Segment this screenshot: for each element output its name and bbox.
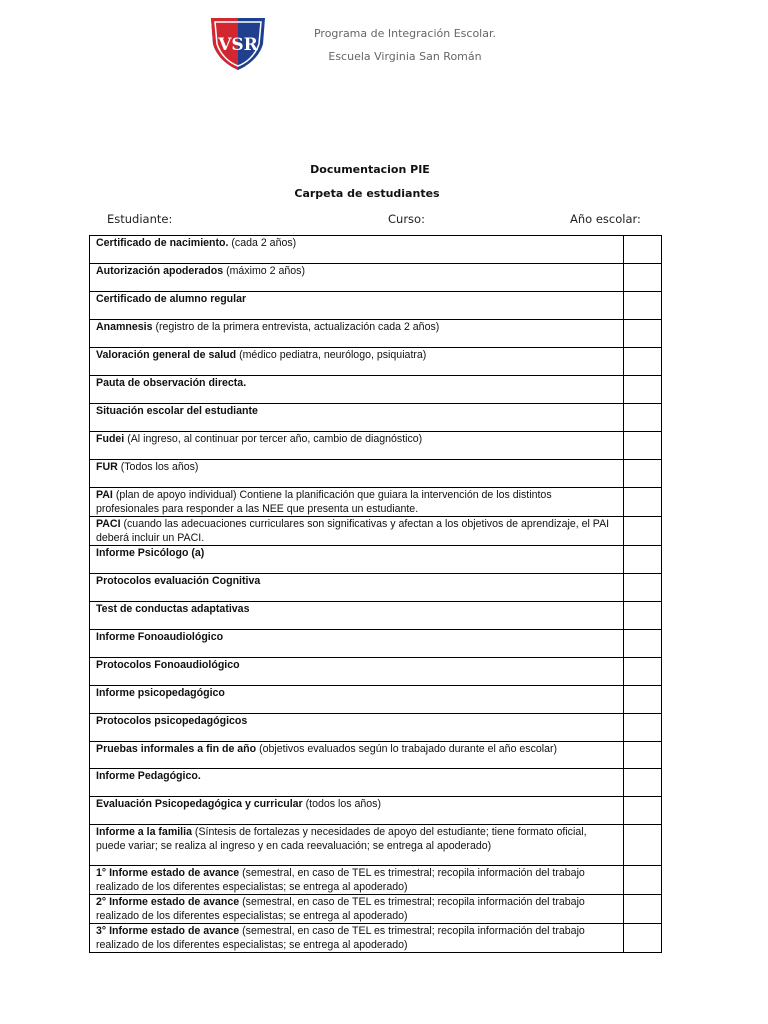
checklist-item-detail: (todos los años) (302, 798, 381, 810)
checklist-item-text (90, 488, 624, 517)
checklist-row (90, 742, 662, 769)
checklist-item-text (90, 517, 624, 546)
checklist-item-text (90, 348, 624, 376)
checklist-item-detail: (Síntesis de fortalezas y necesidades de apoyo del estudiante; tiene formato oficial, puede variar; se realiza al ingreso y en cada reevaluación; se entrega al apoderado) (96, 826, 587, 852)
checklist-row (90, 574, 662, 602)
checklist-item-title: Fudei (96, 433, 125, 445)
document-checklist-table (89, 235, 662, 953)
checklist-checkbox-cell[interactable] (624, 488, 662, 517)
checklist-item-title: 2° Informe estado de avance (96, 896, 240, 908)
checklist-item-title: Informe psicopedagógico (96, 687, 225, 699)
checklist-item-title: Protocolos psicopedagógicos (96, 715, 248, 727)
checklist-item-title: Test de conductas adaptativas (96, 603, 250, 615)
checklist-item-title: Informe Psicólogo (a) (96, 547, 205, 559)
checklist-item-title: Protocolos evaluación Cognitiva (96, 575, 261, 587)
checklist-row (90, 924, 662, 953)
checklist-item-detail: (Al ingreso, al continuar por tercer año, cambio de diagnóstico) (124, 433, 423, 445)
checklist-row (90, 376, 662, 404)
checklist-item-title: FUR (96, 461, 118, 473)
course-label: Curso: (388, 212, 425, 226)
checklist-checkbox-cell[interactable] (624, 460, 662, 488)
checklist-checkbox-cell[interactable] (624, 769, 662, 797)
checklist-checkbox-cell[interactable] (624, 236, 662, 264)
checklist-row (90, 546, 662, 574)
checklist-item-text (90, 432, 624, 460)
checklist-item-detail: (cuando las adecuaciones curriculares son significativas y afectan a los objetivos de aprendizaje, el PAI deberá incluir un PACI. (96, 518, 610, 544)
checklist-item-title: 1° Informe estado de avance (96, 867, 240, 879)
checklist-row (90, 797, 662, 825)
logo-monogram: VSR (218, 35, 258, 55)
checklist-item-detail: (cada 2 años) (228, 237, 297, 249)
checklist-item-detail: (semestral, en caso de TEL es trimestral; recopila información del trabajo realizado de los diferentes especialistas; se entrega al apoderado) (96, 896, 585, 922)
checklist-item-text (90, 460, 624, 488)
checklist-item-text (90, 714, 624, 742)
checklist-item-detail: (Todos los años) (117, 461, 199, 473)
checklist-item-detail: (semestral, en caso de TEL es trimestral; recopila información del trabajo realizado de los diferentes especialistas; se entrega al apoderado) (96, 867, 585, 893)
checklist-item-text (90, 825, 624, 866)
checklist-item-detail: (máximo 2 años) (223, 265, 305, 277)
checklist-row (90, 432, 662, 460)
checklist-item-title: Certificado de alumno regular (96, 293, 247, 305)
checklist-item-detail: (objetivos evaluados según lo trabajado durante el año escolar) (256, 743, 558, 755)
checklist-item-title: PACI (96, 518, 121, 530)
checklist-item-text (90, 376, 624, 404)
checklist-row (90, 236, 662, 264)
document-subtitle: Carpeta de estudiantes (294, 187, 440, 200)
checklist-row (90, 348, 662, 376)
checklist-row (90, 714, 662, 742)
checklist-checkbox-cell[interactable] (624, 432, 662, 460)
checklist-checkbox-cell[interactable] (624, 924, 662, 953)
checklist-checkbox-cell[interactable] (624, 895, 662, 924)
checklist-checkbox-cell[interactable] (624, 658, 662, 686)
checklist-checkbox-cell[interactable] (624, 264, 662, 292)
checklist-row (90, 320, 662, 348)
checklist-checkbox-cell[interactable] (624, 348, 662, 376)
checklist-row (90, 686, 662, 714)
checklist-item-title: Anamnesis (96, 321, 153, 333)
checklist-row (90, 488, 662, 517)
checklist-item-text (90, 630, 624, 658)
checklist-item-text (90, 742, 624, 769)
checklist-item-title: Pruebas informales a fin de año (96, 743, 257, 755)
document-title: Documentacion PIE (310, 163, 430, 176)
checklist-item-title: Situación escolar del estudiante (96, 405, 258, 417)
checklist-checkbox-cell[interactable] (624, 714, 662, 742)
checklist-row (90, 895, 662, 924)
checklist-row (90, 460, 662, 488)
program-name: Programa de Integración Escolar. (313, 27, 496, 40)
checklist-row (90, 602, 662, 630)
checklist-row (90, 517, 662, 546)
checklist-item-text (90, 658, 624, 686)
checklist-item-title: Protocolos Fonoaudiológico (96, 659, 240, 671)
checklist-checkbox-cell[interactable] (624, 797, 662, 825)
checklist-row (90, 658, 662, 686)
checklist-item-title: Certificado de nacimiento. (96, 237, 229, 249)
student-label: Estudiante: (107, 212, 173, 226)
school-logo (207, 14, 269, 72)
checklist-item-text (90, 895, 624, 924)
checklist-item-text (90, 797, 624, 825)
checklist-checkbox-cell[interactable] (624, 376, 662, 404)
checklist-checkbox-cell[interactable] (624, 320, 662, 348)
checklist-checkbox-cell[interactable] (624, 517, 662, 546)
checklist-item-text (90, 236, 624, 264)
checklist-item-text (90, 264, 624, 292)
checklist-item-text (90, 602, 624, 630)
checklist-row (90, 292, 662, 320)
checklist-item-text (90, 546, 624, 574)
checklist-row (90, 264, 662, 292)
checklist-checkbox-cell[interactable] (624, 292, 662, 320)
checklist-checkbox-cell[interactable] (624, 742, 662, 769)
school-year-label: Año escolar: (570, 212, 641, 226)
checklist-checkbox-cell[interactable] (624, 686, 662, 714)
checklist-item-title: Autorización apoderados (96, 265, 224, 277)
checklist-row (90, 769, 662, 797)
checklist-row (90, 404, 662, 432)
checklist-item-title: PAI (96, 489, 113, 501)
checklist-item-text (90, 404, 624, 432)
checklist-checkbox-cell[interactable] (624, 825, 662, 866)
checklist-item-detail: (semestral, en caso de TEL es trimestral; recopila información del trabajo realizado de los diferentes especialistas; se entrega al apoderado) (96, 925, 585, 951)
checklist-checkbox-cell[interactable] (624, 866, 662, 895)
checklist-checkbox-cell[interactable] (624, 404, 662, 432)
checklist-item-title: 3° Informe estado de avance (96, 925, 240, 937)
checklist-item-title: Valoración general de salud (96, 349, 237, 361)
checklist-item-text (90, 574, 624, 602)
checklist-item-text (90, 924, 624, 953)
checklist-checkbox-cell[interactable] (624, 574, 662, 602)
checklist-row (90, 825, 662, 866)
checklist-item-title: Informe Pedagógico. (96, 770, 201, 782)
checklist-checkbox-cell[interactable] (624, 546, 662, 574)
checklist-row (90, 630, 662, 658)
checklist-item-title: Evaluación Psicopedagógica y curricular (96, 798, 303, 810)
checklist-item-text (90, 866, 624, 895)
checklist-item-title: Informe a la familia (96, 826, 192, 838)
checklist-checkbox-cell[interactable] (624, 602, 662, 630)
school-name: Escuela Virginia San Román (328, 50, 482, 63)
checklist-item-text (90, 320, 624, 348)
checklist-row (90, 866, 662, 895)
checklist-item-title: Pauta de observación directa. (96, 377, 247, 389)
checklist-checkbox-cell[interactable] (624, 630, 662, 658)
checklist-item-text (90, 686, 624, 714)
checklist-item-text (90, 769, 624, 797)
checklist-item-detail: (plan de apoyo individual) Contiene la planificación que guiara la intervención de los distintos profesionales para responder a las NEE que presenta un estudiante. (96, 489, 552, 515)
checklist-item-detail: (médico pediatra, neurólogo, psiquiatra) (236, 349, 427, 361)
checklist-item-detail: (registro de la primera entrevista, actualización cada 2 años) (152, 321, 440, 333)
checklist-item-title: Informe Fonoaudiológico (96, 631, 224, 643)
checklist-item-text (90, 292, 624, 320)
